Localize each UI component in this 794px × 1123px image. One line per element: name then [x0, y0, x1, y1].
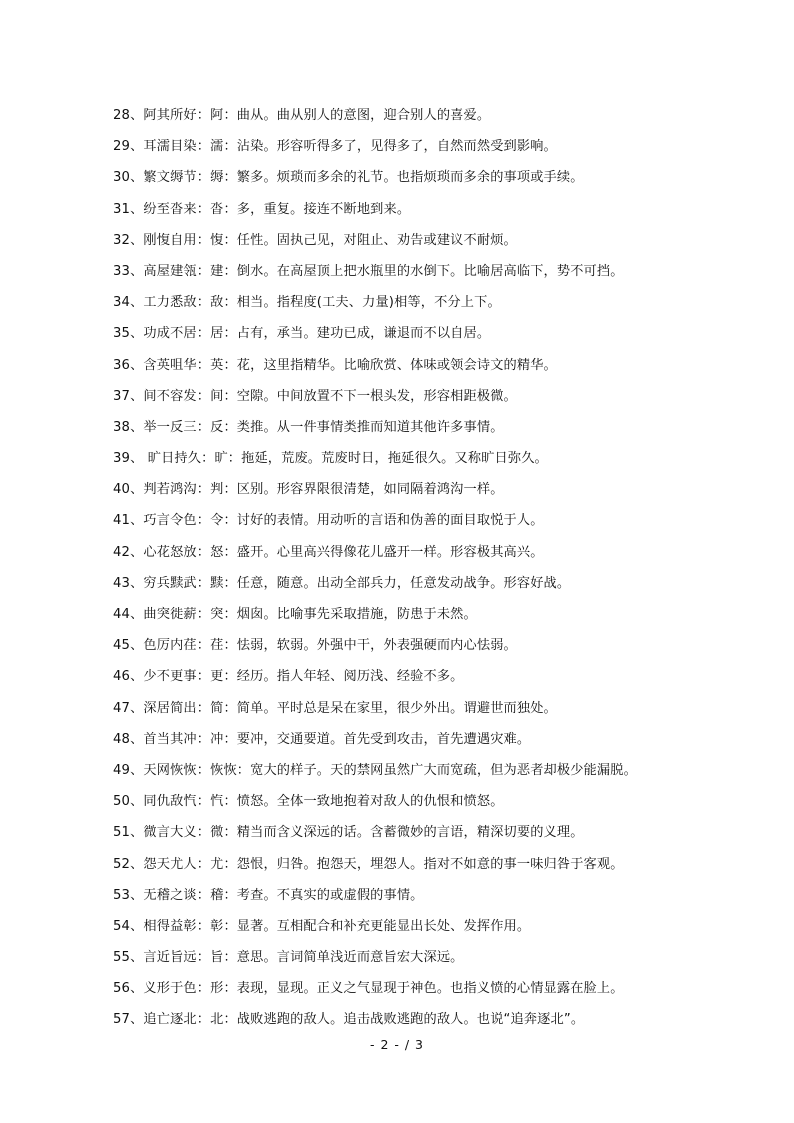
- idiom-entry-31: 31、纷至沓来：沓：多，重复。接连不断地到来。: [113, 201, 411, 217]
- idiom-entry-56: 56、义形于色：形：表现，显现。正义之气显现于神色。也指义愤的心情显露在脸上。: [113, 981, 624, 997]
- idiom-entry-55: 55、言近旨远：旨：意思。言词简单浅近而意旨宏大深远。: [113, 950, 464, 966]
- idiom-entry-38: 38、举一反三：反：类推。从一件事情类推而知道其他许多事情。: [113, 419, 504, 435]
- idiom-entry-52: 52、怨天尤人：尤：怨恨，归咎。抱怨天，埋怨人。指对不如意的事一味归咎于客观。: [113, 856, 624, 872]
- idiom-entry-30: 30、繁文缛节：缛：繁多。烦琐而多余的礼节。也指烦琐而多余的事项或手续。: [113, 170, 584, 186]
- idiom-entry-46: 46、少不更事：更：经历。指人年轻、阅历浅、经验不多。: [113, 669, 464, 685]
- idiom-entry-37: 37、间不容发：间：空隙。中间放置不下一根头发，形容相距极微。: [113, 388, 517, 404]
- idiom-entry-50: 50、同仇敌忾：忾：愤怒。全体一致地抱着对敌人的仇恨和愤怒。: [113, 794, 504, 810]
- idiom-entry-40: 40、判若鸿沟：判：区别。形容界限很清楚，如同隔着鸿沟一样。: [113, 482, 504, 498]
- idiom-list: [113, 100, 713, 1036]
- idiom-entry-54: 54、相得益彰：彰：显著。互相配合和补充更能显出长处、发挥作用。: [113, 918, 531, 934]
- idiom-entry-42: 42、心花怒放：怒：盛开。心里高兴得像花儿盛开一样。形容极其高兴。: [113, 544, 544, 560]
- idiom-entry-34: 34、工力悉敌：敌：相当。指程度(工夫、力量)相等，不分上下。: [113, 295, 501, 311]
- idiom-entry-57: 57、追亡逐北：北：战败逃跑的敌人。追击战败逃跑的敌人。也说“追奔逐北”。: [113, 1012, 585, 1028]
- idiom-entry-53: 53、无稽之谈：稽：考查。不真实的或虚假的事情。: [113, 887, 424, 903]
- idiom-entry-29: 29、耳濡目染：濡：沾染。形容听得多了，见得多了，自然而然受到影响。: [113, 139, 557, 155]
- idiom-entry-32: 32、刚愎自用：愎：任性。固执己见，对阻止、劝告或建议不耐烦。: [113, 232, 517, 248]
- page-number: - 2 - / 3: [369, 1037, 425, 1052]
- idiom-entry-45: 45、色厉内荏：荏：怯弱，软弱。外强中干，外表强硬而内心怯弱。: [113, 638, 517, 654]
- idiom-entry-28: 28、阿其所好：阿：曲从。曲从别人的意图，迎合别人的喜爱。: [113, 108, 491, 123]
- idiom-entry-41: 41、巧言令色：令：讨好的表情。用动听的言语和伪善的面目取悦于人。: [113, 513, 544, 529]
- idiom-entry-48: 48、首当其冲：冲：要冲，交通要道。首先受到攻击，首先遭遇灾难。: [113, 731, 531, 747]
- idiom-entry-39: 39、 旷日持久：旷：拖延，荒废。荒废时日，拖延很久。又称旷日弥久。: [113, 451, 548, 467]
- idiom-entry-49: 49、天网恢恢：恢恢：宽大的样子。天的禁网虽然广大而宽疏，但为恶者却极少能漏脱。: [113, 762, 637, 778]
- idiom-entry-44: 44、曲突徙薪：突：烟囱。比喻事先采取措施，防患于未然。: [113, 607, 477, 622]
- idiom-entry-33: 33、高屋建瓴：建：倒水。在高屋顶上把水瓶里的水倒下。比喻居高临下，势不可挡。: [113, 263, 624, 279]
- idiom-entry-43: 43、穷兵黩武：黩：任意，随意。出动全部兵力，任意发动战争。形容好战。: [113, 575, 571, 591]
- idiom-entry-51: 51、微言大义：微：精当而含义深远的话。含蓄微妙的言语，精深切要的义理。: [113, 825, 584, 841]
- idiom-entry-36: 36、含英咀华：英：花，这里指精华。比喻欣赏、体味或领会诗文的精华。: [113, 357, 557, 373]
- idiom-entry-35: 35、功成不居：居：占有，承当。建功已成，谦退而不以自居。: [113, 326, 491, 342]
- idiom-entry-47: 47、深居简出：简：简单。平时总是呆在家里，很少外出。谓避世而独处。: [113, 700, 557, 716]
